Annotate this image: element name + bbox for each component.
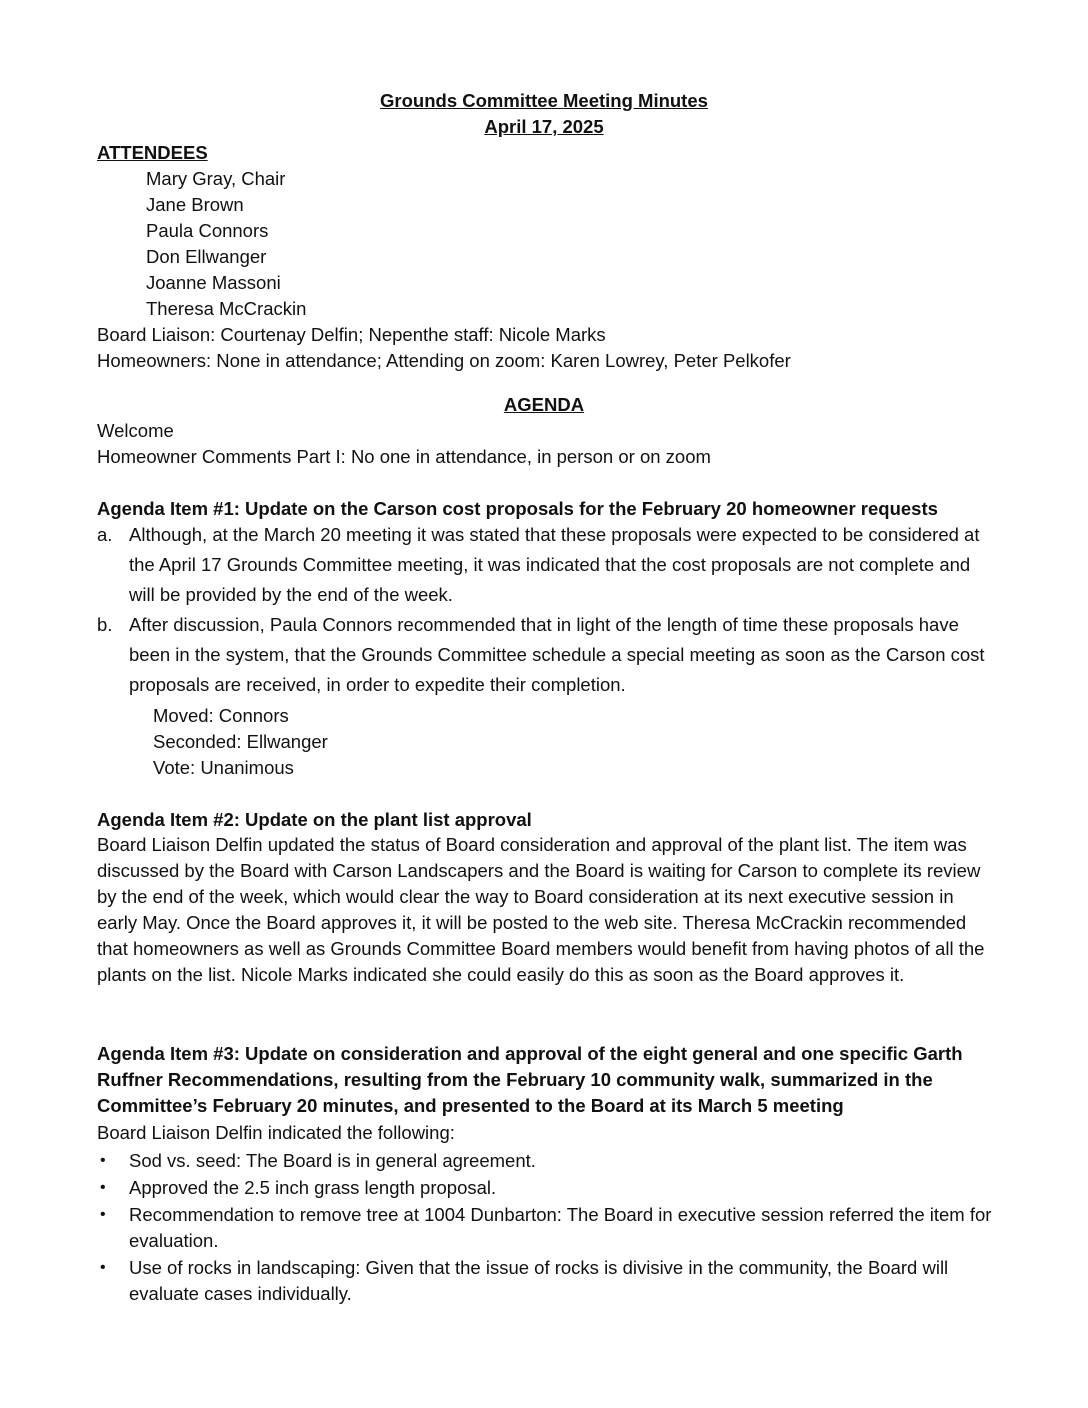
bullet-marker: • — [100, 1206, 106, 1223]
document-title: Grounds Committee Meeting Minutes — [380, 90, 708, 111]
motion-seconded: Seconded: Ellwanger — [153, 731, 328, 752]
list-text: After discussion, Paula Connors recommended that in light of the length of time these proposals have been in the system, that the Grounds Committee schedule a special meeting as soon as the Carson cost proposals are received, in order to expedite their completion. — [129, 614, 985, 695]
item3-intro: Board Liaison Delfin indicated the following: — [97, 1122, 455, 1143]
attendee-name: Theresa McCrackin — [146, 298, 307, 319]
item3-bullet — [97, 1175, 997, 1201]
item2-heading: Agenda Item #2: Update on the plant list approval — [97, 809, 532, 830]
bullet-text: Use of rocks in landscaping: Given that the issue of rocks is divisive in the community, the Board will evaluate cases individually. — [129, 1257, 949, 1304]
agenda-heading: AGENDA — [503, 394, 585, 415]
item1-point-a — [97, 520, 997, 610]
item3-bullet — [97, 1148, 997, 1174]
item3-heading: Agenda Item #3: Update on consideration and approval of the eight general and one specific Garth Ruffner Recommendations, resulting from the February 10 community walk, summarized in the Committee’s February 20 minutes, and presented to the Board at its March 5 meeting — [97, 1043, 963, 1116]
motion-vote: Vote: Unanimous — [153, 757, 294, 778]
bullet-marker: • — [100, 1259, 106, 1276]
bullet-text: Sod vs. seed: The Board is in general agreement. — [129, 1150, 536, 1171]
list-text: Although, at the March 20 meeting it was stated that these proposals were expected to be considered at the April 17 Grounds Committee meeting, it was indicated that the cost proposals are not complete and will be provided by the end of the week. — [129, 524, 980, 605]
item3-bullet — [97, 1202, 997, 1254]
item3-bullet — [97, 1255, 997, 1307]
attendee-name: Don Ellwanger — [146, 246, 267, 267]
attendee-name: Paula Connors — [146, 220, 269, 241]
board-liaison-line: Board Liaison: Courtenay Delfin; Nepenthe staff: Nicole Marks — [97, 324, 606, 345]
item2-body: Board Liaison Delfin updated the status of Board consideration and approval of the plant list. The item was discussed by the Board with Carson Landscapers and the Board is waiting for Carson to complete its review by the end of the week, which would clear the way to Board consideration at its next executive session in early May. Once the Board approves it, it will be posted to the web site. Theresa McCrackin recommended that homeowners as well as Grounds Committee Board members would benefit from having photos of all the plants on the list. Nicole Marks indicated she could easily do this as soon as the Board approves it. — [97, 834, 985, 985]
motion-moved: Moved: Connors — [153, 705, 289, 726]
attendee-name: Jane Brown — [146, 194, 244, 215]
bullet-marker: • — [100, 1179, 106, 1196]
item1-heading: Agenda Item #1: Update on the Carson cost proposals for the February 20 homeowner requests — [97, 498, 938, 519]
list-marker: a. — [97, 524, 113, 545]
attendee-name: Mary Gray, Chair — [146, 168, 286, 189]
bullet-text: Recommendation to remove tree at 1004 Dunbarton: The Board in executive session referred the item for evaluation. — [129, 1204, 992, 1251]
list-marker: b. — [97, 614, 113, 635]
attendees-heading: ATTENDEES — [97, 142, 208, 163]
agenda-welcome: Welcome — [97, 420, 174, 441]
attendee-name: Joanne Massoni — [146, 272, 281, 293]
bullet-marker: • — [100, 1152, 106, 1169]
meeting-date: April 17, 2025 — [484, 116, 604, 137]
bullet-text: Approved the 2.5 inch grass length proposal. — [129, 1177, 497, 1198]
item1-point-b — [97, 610, 997, 700]
homeowners-line: Homeowners: None in attendance; Attending on zoom: Karen Lowrey, Peter Pelkofer — [97, 350, 791, 371]
homeowner-comments: Homeowner Comments Part I: No one in attendance, in person or on zoom — [97, 446, 711, 467]
